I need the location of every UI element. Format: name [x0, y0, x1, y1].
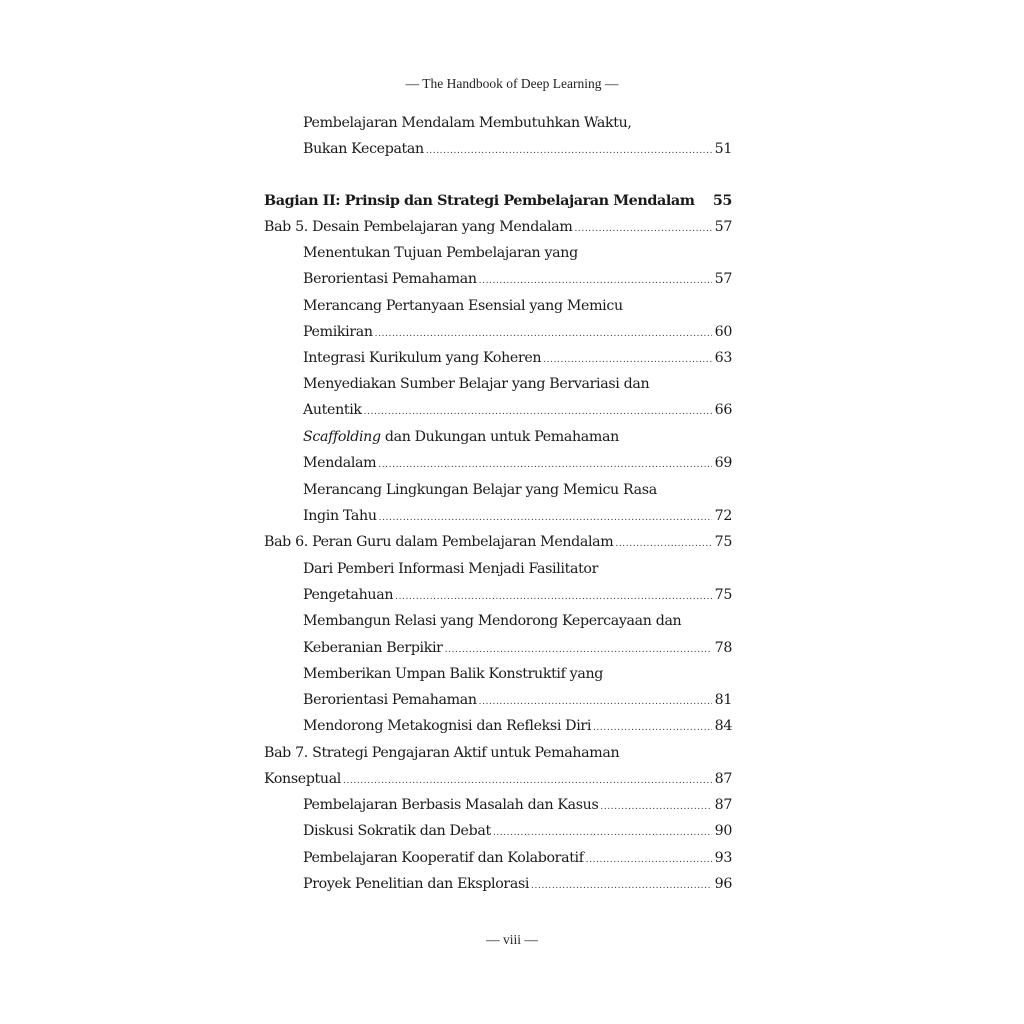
toc-section-entry[interactable]: Pembelajaran Kooperatif dan Kolaboratif ..... 93: [303, 847, 732, 869]
page-number: 57: [714, 219, 732, 235]
page-number: 75: [714, 534, 732, 550]
leader-dots: [375, 323, 712, 345]
toc-section-line: Menyediakan Sumber Belajar yang Bervariasi dan: [303, 376, 650, 392]
page-number: 55: [712, 192, 732, 209]
leader-dots: [426, 140, 712, 162]
page-number: 66: [714, 402, 732, 418]
toc-section-entry[interactable]: Berorientasi Pemahaman ..... 81: [303, 689, 732, 711]
toc-section-entry[interactable]: Pembelajaran Berbasis Masalah dan Kasus ..... 87: [303, 794, 732, 816]
page-number: 72: [714, 508, 732, 524]
leader-dots: [445, 639, 712, 661]
toc-section-entry[interactable]: Ingin Tahu ..... 72: [303, 505, 732, 527]
leader-dots: [586, 849, 712, 871]
leader-dots: [364, 401, 712, 423]
page-number: 78: [714, 640, 732, 656]
toc-section-entry[interactable]: Pemikiran ..... 60: [303, 321, 732, 343]
page-number: 63: [714, 350, 732, 366]
toc-section-line: Menentukan Tujuan Pembelajaran yang: [303, 245, 578, 261]
toc-section-line: Pembelajaran Mendalam Membutuhkan Waktu,: [303, 115, 632, 131]
page-number: 75: [714, 587, 732, 603]
toc-section-entry[interactable]: Mendalam ..... 69: [303, 452, 732, 474]
toc-section-line: Dari Pemberi Informasi Menjadi Fasilitator: [303, 561, 599, 577]
toc-section-entry[interactable]: Autentik ..... 66: [303, 399, 732, 421]
leader-dots: [479, 270, 712, 292]
leader-dots: [343, 770, 712, 792]
toc-section-entry[interactable]: Bukan Kecepatan ..... 51: [303, 138, 732, 160]
leader-dots: [479, 691, 712, 713]
page-number: 69: [714, 455, 732, 471]
leader-dots: [395, 586, 712, 608]
page-number: 57: [714, 271, 732, 287]
leader-dots: [531, 875, 712, 897]
page-number: 93: [714, 850, 732, 866]
toc-section-entry[interactable]: Mendorong Metakognisi dan Refleksi Diri ..... 84: [303, 715, 732, 737]
page-number: 51: [714, 141, 732, 157]
toc-chapter-entry[interactable]: Bab 6. Peran Guru dalam Pembelajaran Mendalam ..... 75: [264, 531, 732, 553]
toc-section-line: Memberikan Umpan Balik Konstruktif yang: [303, 666, 603, 682]
toc-section-entry[interactable]: Integrasi Kurikulum yang Koheren ..... 63: [303, 347, 732, 369]
leader-dots: [615, 533, 711, 555]
toc-section-entry[interactable]: Diskusi Sokratik dan Debat ..... 90: [303, 820, 732, 842]
toc-chapter-entry[interactable]: Konseptual ..... 87: [264, 768, 732, 790]
page-number: 96: [714, 876, 732, 892]
toc-section-line: Merancang Lingkungan Belajar yang Memicu Rasa: [303, 482, 657, 498]
toc-section-entry[interactable]: Proyek Penelitian dan Eksplorasi ..... 96: [303, 873, 732, 895]
page-number: 90: [714, 823, 732, 839]
page-number: 87: [714, 771, 732, 787]
toc-part-entry[interactable]: Bagian II: Prinsip dan Strategi Pembelajaran Mendalam 55: [264, 190, 732, 212]
leader-dots: [574, 218, 711, 240]
toc-chapter-line: Bab 7. Strategi Pengajaran Aktif untuk Pemahaman: [264, 745, 620, 761]
toc-section-entry[interactable]: Keberanian Berpikir ..... 78: [303, 637, 732, 659]
page-number: 84: [714, 718, 732, 734]
leader-dots: [600, 796, 711, 818]
toc-section-line: Merancang Pertanyaan Esensial yang Memicu: [303, 298, 623, 314]
page-number: 81: [714, 692, 732, 708]
page-number: 87: [714, 797, 732, 813]
toc-chapter-entry[interactable]: Bab 5. Desain Pembelajaran yang Mendalam ..... 57: [264, 216, 732, 238]
leader-dots: [493, 822, 712, 844]
leader-dots: [543, 349, 711, 371]
leader-dots: [378, 454, 711, 476]
running-header: — The Handbook of Deep Learning —: [405, 76, 619, 91]
leader-dots: [379, 507, 712, 529]
toc-section-entry[interactable]: Pengetahuan ..... 75: [303, 584, 732, 606]
page-number: 60: [714, 324, 732, 340]
page-number-footer: — viii —: [486, 932, 538, 947]
leader-dots: [593, 717, 712, 739]
toc-section-line: Scaffolding dan Dukungan untuk Pemahaman: [303, 429, 619, 445]
toc-section-entry[interactable]: Berorientasi Pemahaman ..... 57: [303, 268, 732, 290]
toc-section-line: Membangun Relasi yang Mendorong Kepercayaan dan: [303, 613, 682, 629]
